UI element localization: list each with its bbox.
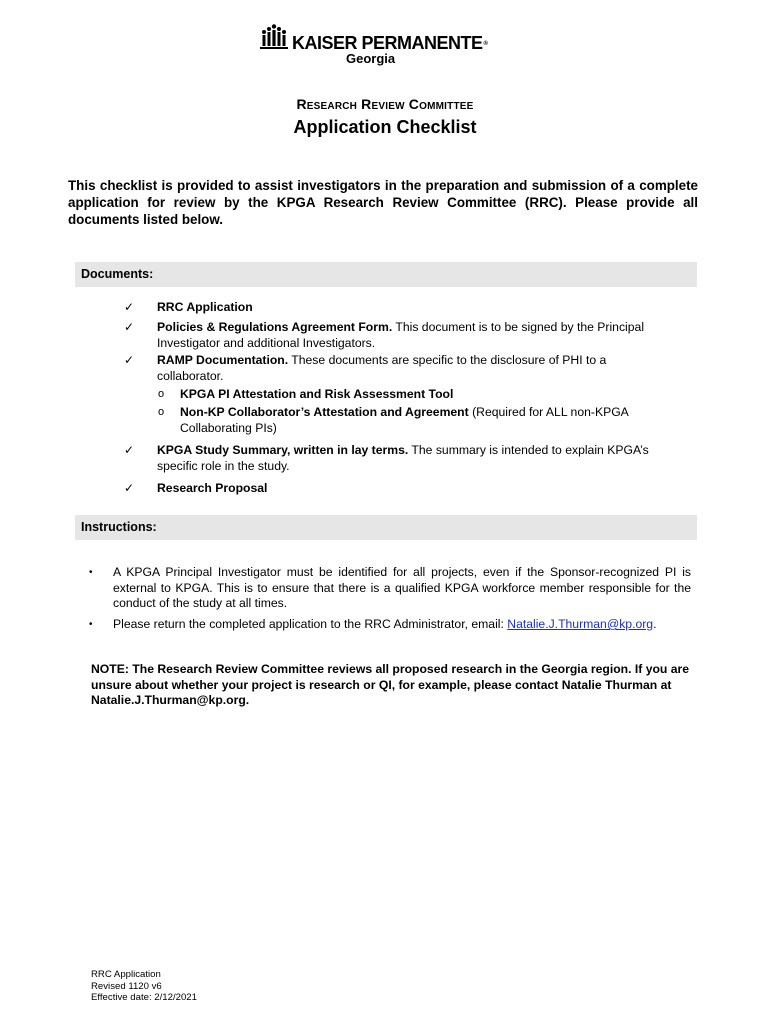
bullet-icon: • [89,619,93,630]
bullet-icon: • [89,567,93,578]
note-paragraph: NOTE: The Research Review Committee reviews all proposed research in the Georgia region. If you are unsure about whether your project is research or QI, for example, please contact Natalie Thurman at Natalie.J.Thurman@kp.org. [91,662,690,707]
footer-revision: Revised 1120 v6 [91,980,162,992]
logo-region: Georgia [346,51,396,66]
page-title: Application Checklist [293,117,477,137]
check-icon: ✓ [124,353,135,367]
kaiser-permanente-logo [258,24,488,68]
footer [91,969,197,1004]
circle-bullet-icon: o [158,388,165,400]
footer-form-name: RRC Application [91,969,161,980]
documents-section-heading: Documents: [75,262,697,287]
instructions-section-heading: Instructions: [75,515,697,540]
check-icon: ✓ [124,481,135,495]
kp-logo-icon [258,24,290,52]
check-icon: ✓ [124,443,135,457]
logo-wordmark: KAISER PERMANENTE® [292,33,488,53]
check-icon: ✓ [124,320,135,334]
circle-bullet-icon: o [158,406,165,418]
footer-effective-date: Effective date: 2/12/2021 [91,992,197,1003]
check-icon: ✓ [124,300,135,314]
email-link[interactable]: Natalie.J.Thurman@kp.org [507,617,654,631]
intro-paragraph: This checklist is provided to assist investigators in the preparation and submission of a complete application for review by the KPGA Research Review Committee (RRC). Please provide all documents listed below. [68,178,698,227]
committee-heading: Research Review Committee [296,96,474,112]
